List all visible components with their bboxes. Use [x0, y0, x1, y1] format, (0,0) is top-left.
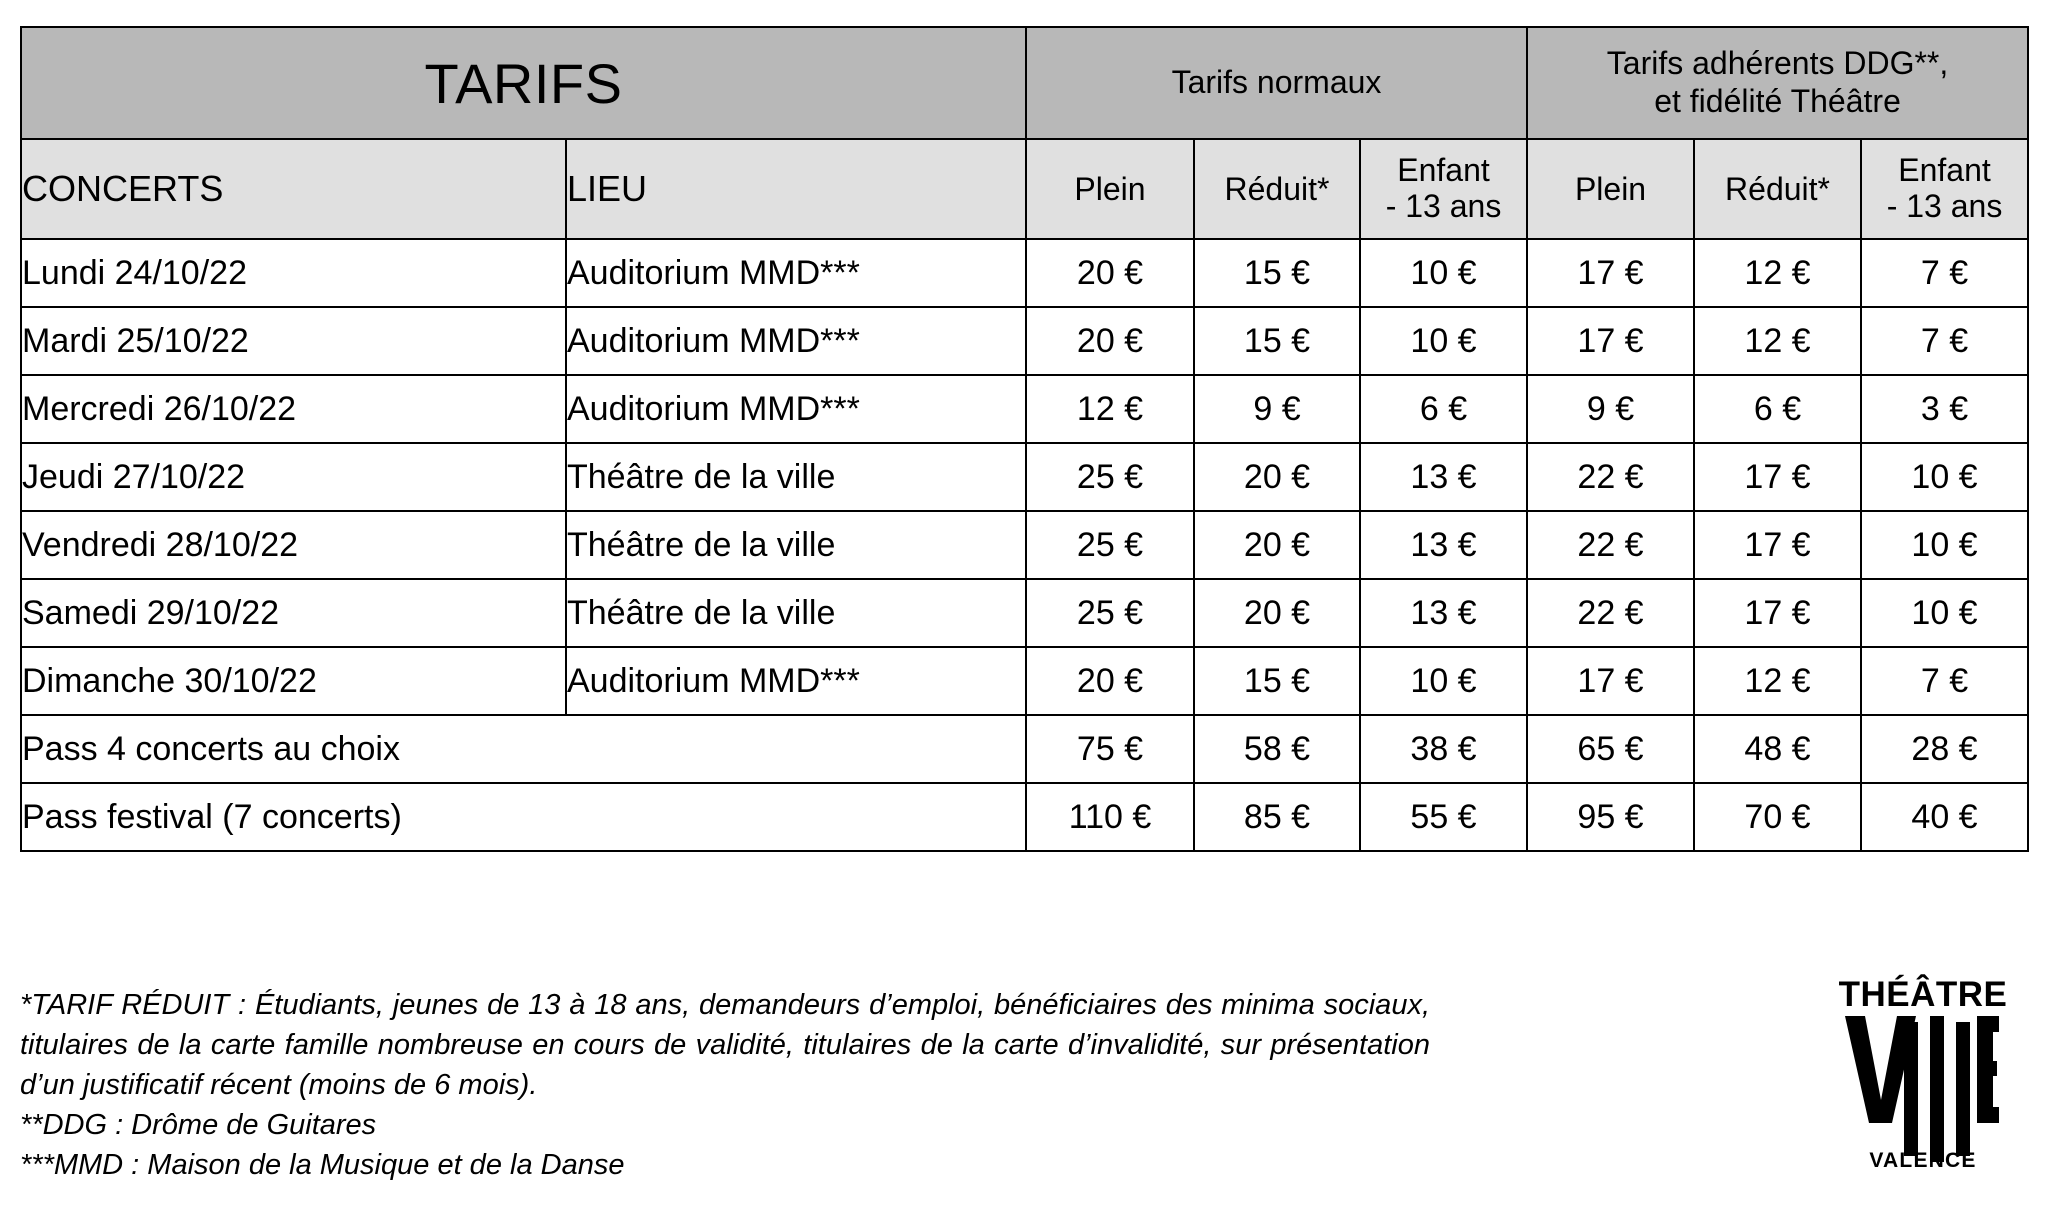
cell-lieu: Théâtre de la ville — [566, 579, 1026, 647]
cell-price: 7 € — [1861, 647, 2028, 715]
cell-concert: Mardi 25/10/22 — [21, 307, 566, 375]
col-header-plein-adherent: Plein — [1527, 139, 1694, 239]
cell-price: 13 € — [1360, 443, 1527, 511]
header-adherents-line1: Tarifs adhérents DDG**, — [1606, 45, 1949, 82]
cell-concert: Samedi 29/10/22 — [21, 579, 566, 647]
table-row — [21, 239, 2028, 307]
cell-price: 20 € — [1026, 239, 1194, 307]
table-row — [21, 375, 2028, 443]
cell-price: 10 € — [1360, 647, 1527, 715]
cell-price: 22 € — [1527, 511, 1694, 579]
col-header-reduit-normal: Réduit* — [1194, 139, 1360, 239]
cell-price: 25 € — [1026, 579, 1194, 647]
cell-price: 15 € — [1194, 647, 1360, 715]
cell-pass-price: 75 € — [1026, 715, 1194, 783]
cell-price: 7 € — [1861, 307, 2028, 375]
footnote-ddg: **DDG : Drôme de Guitares — [20, 1109, 377, 1142]
table-row — [21, 511, 2028, 579]
cell-price: 15 € — [1194, 239, 1360, 307]
cell-price: 10 € — [1360, 239, 1527, 307]
cell-price: 17 € — [1694, 443, 1861, 511]
logo-theatre-text: THÉÂTRE — [1838, 975, 2008, 1014]
footnotes-block — [20, 985, 1430, 1185]
header-adherents-line2: et fidélité Théâtre — [1654, 83, 1901, 119]
logo-bar-1 — [1904, 1022, 1918, 1156]
cell-price: 6 € — [1360, 375, 1527, 443]
cell-lieu: Auditorium MMD*** — [566, 647, 1026, 715]
cell-concert: Dimanche 30/10/22 — [21, 647, 566, 715]
enfant-normal-line2: - 13 ans — [1385, 188, 1502, 224]
header-tarifs: TARIFS — [21, 27, 1026, 139]
cell-price: 10 € — [1360, 307, 1527, 375]
cell-lieu: Auditorium MMD*** — [566, 307, 1026, 375]
cell-price: 17 € — [1694, 511, 1861, 579]
enfant-normal-line1: Enfant — [1397, 152, 1490, 189]
logo-svg — [1812, 960, 2034, 1172]
cell-lieu: Théâtre de la ville — [566, 511, 1026, 579]
cell-price: 17 € — [1527, 647, 1694, 715]
col-header-reduit-adherent: Réduit* — [1694, 139, 1861, 239]
cell-lieu: Théâtre de la ville — [566, 443, 1026, 511]
logo-bar-2 — [1930, 1016, 1944, 1162]
header-tarifs-normaux: Tarifs normaux — [1026, 27, 1527, 139]
pass-row — [21, 783, 2028, 851]
cell-price: 12 € — [1694, 307, 1861, 375]
cell-price: 6 € — [1694, 375, 1861, 443]
cell-price: 22 € — [1527, 443, 1694, 511]
pass-row — [21, 715, 2028, 783]
theatre-de-la-ville-valence-logo — [1812, 960, 2034, 1172]
cell-price: 10 € — [1861, 511, 2028, 579]
cell-price: 12 € — [1026, 375, 1194, 443]
cell-concert: Jeudi 27/10/22 — [21, 443, 566, 511]
logo-valence-text: VALENCE — [1869, 1149, 1977, 1172]
cell-pass-price: 48 € — [1694, 715, 1861, 783]
enfant-adherent-line2: - 13 ans — [1886, 188, 2003, 224]
cell-pass-label: Pass festival (7 concerts) — [21, 783, 1026, 851]
cell-price: 13 € — [1360, 511, 1527, 579]
tariffs-table — [20, 26, 2029, 852]
cell-pass-price: 55 € — [1360, 783, 1527, 851]
footnote-mmd: ***MMD : Maison de la Musique et de la Danse — [20, 1149, 625, 1182]
logo-bar-3 — [1956, 1022, 1970, 1156]
cell-price: 10 € — [1861, 579, 2028, 647]
cell-concert: Lundi 24/10/22 — [21, 239, 566, 307]
table-row — [21, 443, 2028, 511]
table-row — [21, 647, 2028, 715]
cell-price: 7 € — [1861, 239, 2028, 307]
cell-price: 25 € — [1026, 511, 1194, 579]
cell-price: 10 € — [1861, 443, 2028, 511]
group-header-row — [21, 27, 2028, 139]
cell-price: 20 € — [1194, 511, 1360, 579]
col-header-lieu: LIEU — [566, 139, 1026, 239]
cell-price: 20 € — [1194, 579, 1360, 647]
logo-letter-e-bottom — [1977, 1107, 1999, 1123]
pass-rows — [21, 715, 2028, 851]
cell-pass-price: 58 € — [1194, 715, 1360, 783]
cell-price: 13 € — [1360, 579, 1527, 647]
cell-pass-price: 40 € — [1861, 783, 2028, 851]
cell-pass-price: 65 € — [1527, 715, 1694, 783]
cell-price: 25 € — [1026, 443, 1194, 511]
cell-price: 17 € — [1694, 579, 1861, 647]
cell-pass-price: 70 € — [1694, 783, 1861, 851]
cell-price: 20 € — [1194, 443, 1360, 511]
cell-price: 9 € — [1194, 375, 1360, 443]
cell-price: 20 € — [1026, 647, 1194, 715]
footnote-tarif-reduit: *TARIF RÉDUIT : Étudiants, jeunes de 13 à 18 ans, demandeurs d’emploi, bénéficiaires des minima sociaux, titulaires de la carte famille nombreuse en cours de validité, titulaires de la carte d’invalidité, sur présentation d’un justificatif récent (moins de 6 mois). — [20, 989, 1430, 1102]
concert-rows — [21, 239, 2028, 715]
cell-lieu: Auditorium MMD*** — [566, 375, 1026, 443]
cell-pass-price: 28 € — [1861, 715, 2028, 783]
cell-concert: Vendredi 28/10/22 — [21, 511, 566, 579]
col-header-enfant-normal — [1360, 139, 1527, 239]
cell-lieu: Auditorium MMD*** — [566, 239, 1026, 307]
cell-price: 20 € — [1026, 307, 1194, 375]
col-header-enfant-adherent — [1861, 139, 2028, 239]
logo-letter-e-top — [1977, 1016, 1999, 1032]
sub-header-row — [21, 139, 2028, 239]
col-header-concerts: CONCERTS — [21, 139, 566, 239]
cell-price: 17 € — [1527, 239, 1694, 307]
cell-price: 22 € — [1527, 579, 1694, 647]
enfant-adherent-line1: Enfant — [1898, 152, 1991, 189]
cell-pass-label: Pass 4 concerts au choix — [21, 715, 1026, 783]
cell-price: 17 € — [1527, 307, 1694, 375]
cell-price: 3 € — [1861, 375, 2028, 443]
cell-price: 12 € — [1694, 647, 1861, 715]
cell-pass-price: 38 € — [1360, 715, 1527, 783]
header-tarifs-adherents — [1527, 27, 2028, 139]
cell-pass-price: 95 € — [1527, 783, 1694, 851]
cell-concert: Mercredi 26/10/22 — [21, 375, 566, 443]
cell-pass-price: 110 € — [1026, 783, 1194, 851]
cell-price: 9 € — [1527, 375, 1694, 443]
logo-letter-e-mid — [1977, 1061, 1997, 1076]
cell-price: 15 € — [1194, 307, 1360, 375]
cell-pass-price: 85 € — [1194, 783, 1360, 851]
table-row — [21, 307, 2028, 375]
table-row — [21, 579, 2028, 647]
cell-price: 12 € — [1694, 239, 1861, 307]
col-header-plein-normal: Plein — [1026, 139, 1194, 239]
